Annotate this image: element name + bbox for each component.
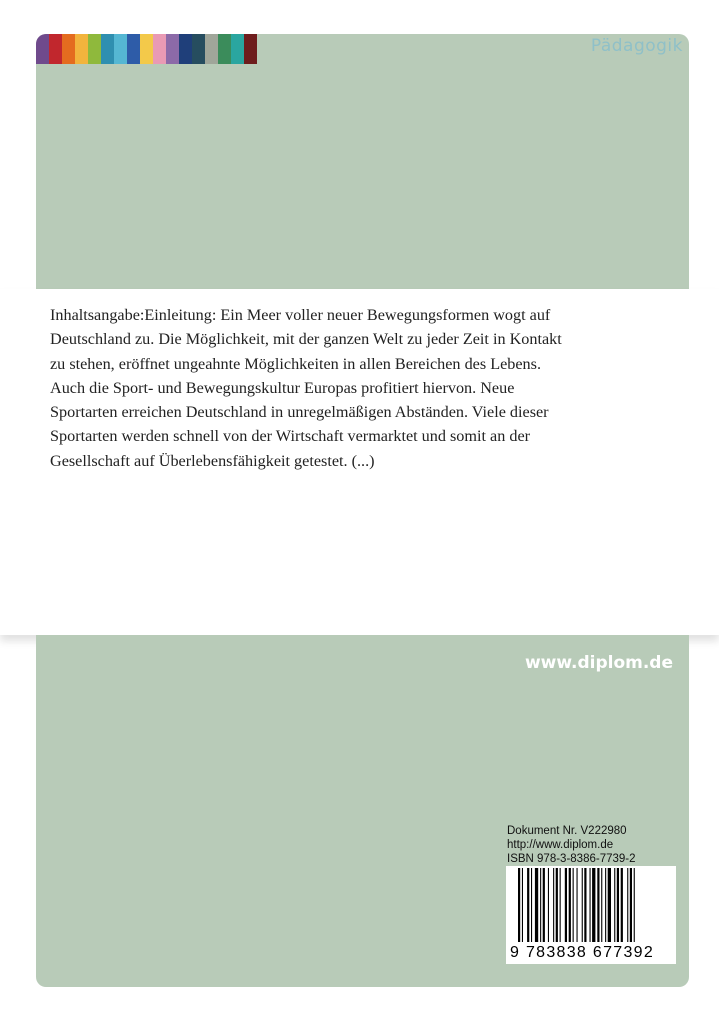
isbn: ISBN 978-3-8386-7739-2 — [507, 853, 636, 865]
barcode-bar — [573, 868, 574, 942]
barcode-bar — [565, 868, 567, 942]
barcode-bar — [522, 868, 523, 942]
color-stripe — [114, 34, 127, 64]
document-number: Dokument Nr. V222980 — [507, 825, 627, 837]
barcode-bar — [548, 868, 549, 942]
barcode-bar — [630, 868, 632, 942]
barcode-bar — [553, 868, 554, 942]
color-stripes — [36, 34, 257, 64]
color-stripe — [218, 34, 231, 64]
barcode — [506, 866, 676, 964]
color-stripe — [166, 34, 179, 64]
color-stripe — [179, 34, 192, 64]
barcode-bar — [605, 868, 606, 942]
color-stripe — [101, 34, 114, 64]
barcode-bar — [627, 868, 628, 942]
blurb-text: Inhaltsangabe:Einleitung: Ein Meer voller neuer Bewegungsformen wogt auf Deutschland zu. Die Möglichkeit, mit der ganzen Welt zu jeder Zeit in Kontakt zu stehen, eröffnet ungeahnte Möglichkeiten in allen Bereichen des Lebens. Auch die Sport- und Bewegungskultur Europas profitiert hiervon. Neue Sportarten erreichen Deutschland in unregelmäßigen Abständen. Viele dieser Sportarten werden schnell von der Wirtschaft vermarktet und somit an der Gesellschaft auf Überlebensfähigkeit getestet. (...) — [50, 306, 562, 470]
barcode-bar — [556, 868, 558, 942]
barcode-bar — [582, 868, 583, 942]
color-stripe — [140, 34, 153, 64]
barcode-bar — [531, 868, 532, 942]
color-stripe — [62, 34, 75, 64]
barcode-bar — [540, 868, 541, 942]
blurb-panel — [0, 289, 719, 635]
barcode-bar — [584, 868, 586, 942]
barcode-bar — [592, 868, 595, 942]
barcode-bar — [614, 868, 615, 942]
barcode-bar — [617, 868, 619, 942]
barcode-bar — [527, 868, 529, 942]
category-label: Pädagogik — [590, 36, 683, 56]
barcode-bar — [543, 868, 545, 942]
color-stripe — [36, 34, 49, 64]
color-stripe — [244, 34, 257, 64]
barcode-bar — [621, 868, 623, 942]
barcode-bar — [601, 868, 602, 942]
barcode-bar — [535, 868, 538, 942]
cover-top-panel — [36, 34, 689, 289]
barcode-bar — [518, 868, 520, 942]
barcode-bar — [577, 868, 578, 942]
barcode-bar — [608, 868, 611, 942]
barcode-bar — [597, 868, 599, 942]
barcode-digits: 9 783838 677392 — [510, 944, 655, 961]
barcode-bar — [569, 868, 571, 942]
document-url: http://www.diplom.de — [507, 839, 614, 851]
color-stripe — [192, 34, 205, 64]
color-stripe — [153, 34, 166, 64]
document-meta — [507, 824, 636, 866]
color-stripe — [49, 34, 62, 64]
color-stripe — [75, 34, 88, 64]
barcode-bar — [590, 868, 591, 942]
publisher-website: www.diplom.de — [524, 653, 673, 673]
barcode-bar — [560, 868, 561, 942]
color-stripe — [231, 34, 244, 64]
barcode-bar — [634, 868, 635, 942]
color-stripe — [127, 34, 140, 64]
color-stripe — [88, 34, 101, 64]
color-stripe — [205, 34, 218, 64]
